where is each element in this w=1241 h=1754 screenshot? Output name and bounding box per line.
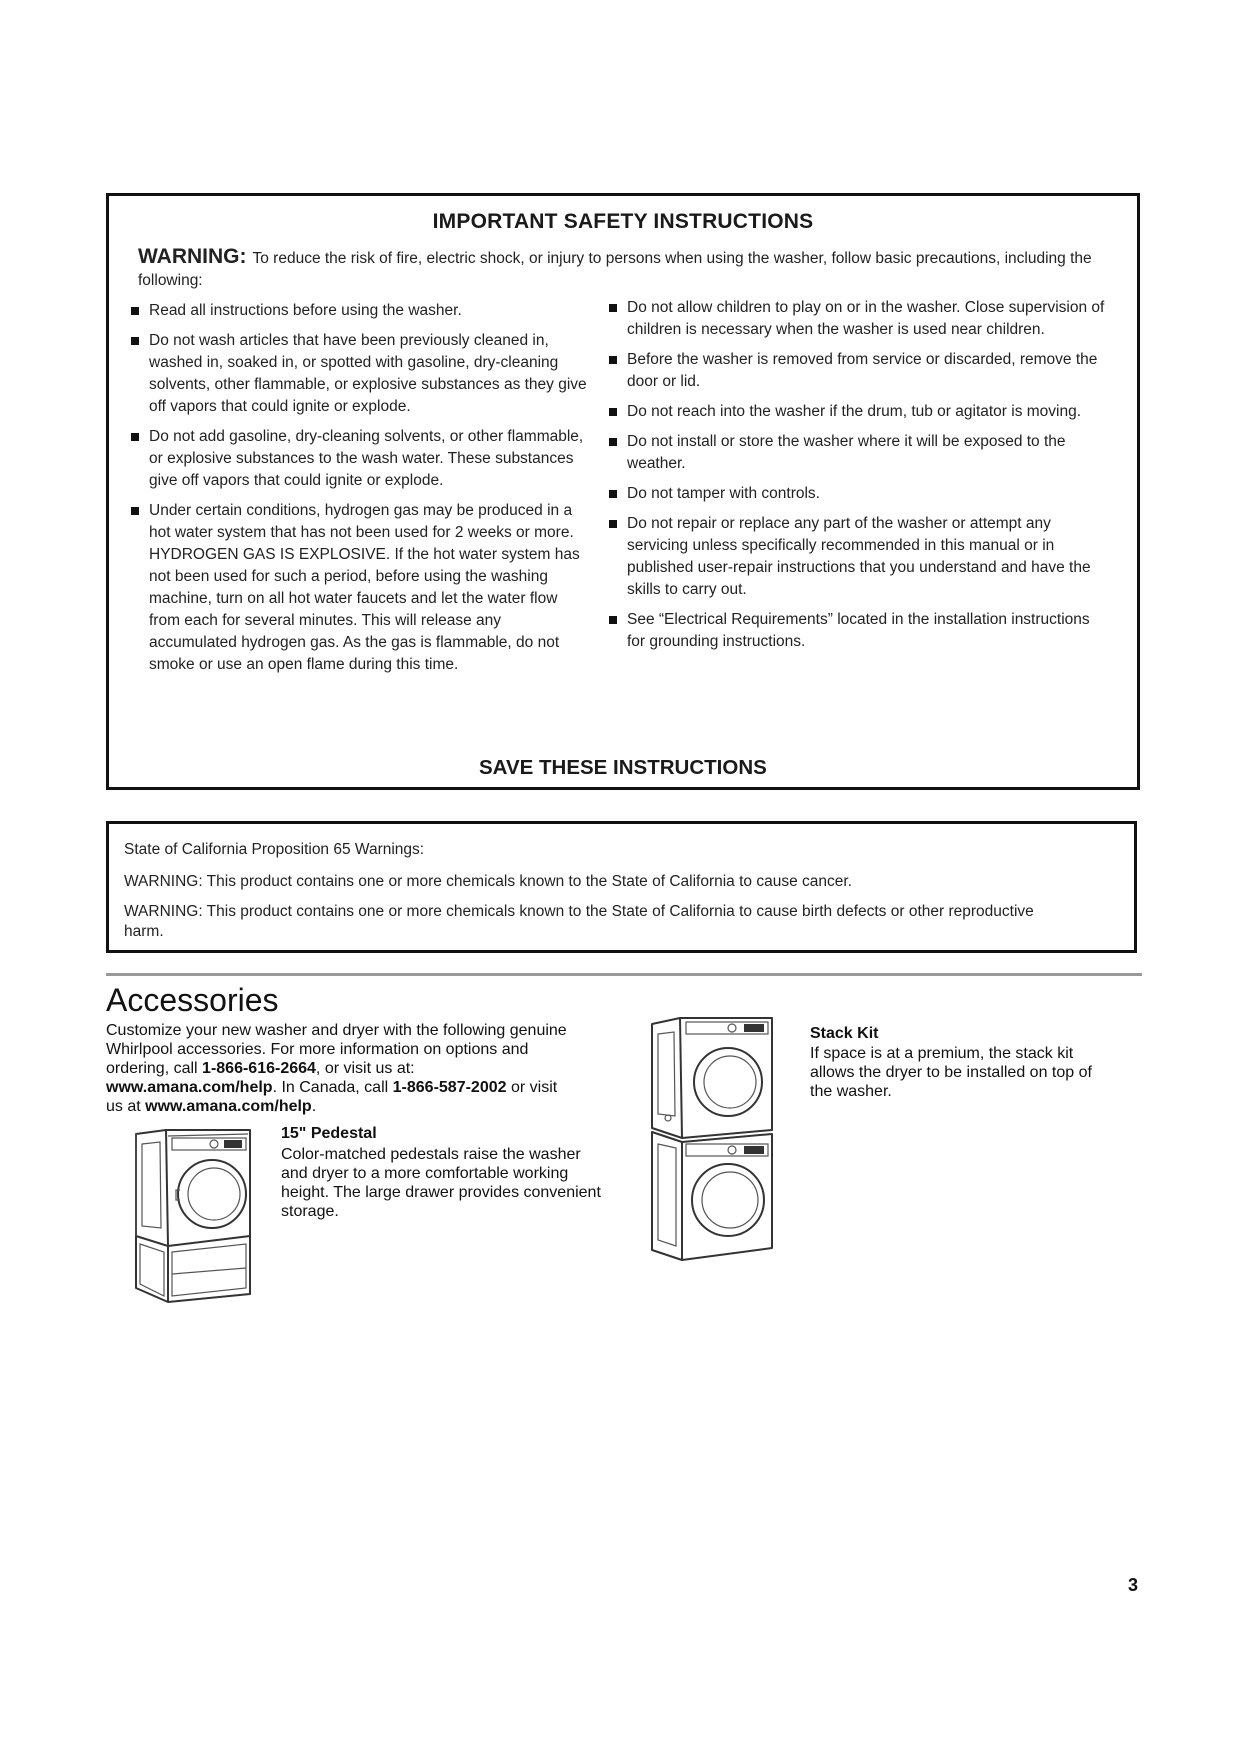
list-item: Do not wash articles that have been previously cleaned in, washed in, soaked in, or spotted with gasoline, dry-cleaning solvents, other flammable, or explosive substances as they give off vapors that could ignite or explode. (129, 330, 589, 418)
bullet-icon (131, 307, 139, 315)
prop65-title: State of California Proposition 65 Warnings: (124, 841, 425, 858)
prop65-warning-birth-defects: WARNING: This product contains one or more chemicals known to the State of California to cause birth defects or other reproductive harm. (124, 903, 1034, 940)
bullet-icon (609, 490, 617, 498)
save-instructions-title: SAVE THESE INSTRUCTIONS (479, 756, 767, 779)
list-item: Do not reach into the washer if the drum, tub or agitator is moving. (607, 401, 1107, 423)
bullet-icon (131, 337, 139, 345)
safety-list-left (129, 300, 589, 684)
safety-instructions-box (106, 193, 1140, 790)
stack-kit-description: If space is at a premium, the stack kit allows the dryer to be installed on top of the washer. (810, 1045, 1092, 1100)
list-item: Before the washer is removed from service or discarded, remove the door or lid. (607, 349, 1107, 393)
bullet-icon (609, 356, 617, 364)
bullet-icon (609, 520, 617, 528)
stack-kit-title: Stack Kit (810, 1025, 879, 1042)
list-item: Do not install or store the washer where it will be exposed to the weather. (607, 431, 1107, 475)
list-item: Do not allow children to play on or in the washer. Close supervision of children is necessary when the washer is used near children. (607, 297, 1107, 341)
phone-us: 1-866-616-2664 (202, 1060, 316, 1077)
list-item: Do not repair or replace any part of the washer or attempt any servicing unless specifically recommended in this manual or in published user-repair instructions that you understand and have the skills to carry out. (607, 513, 1107, 601)
accessories-heading: Accessories (106, 982, 279, 1018)
help-link[interactable]: www.amana.com/help (145, 1098, 312, 1115)
pedestal-title: 15" Pedestal (281, 1125, 377, 1142)
warning-text: To reduce the risk of fire, electric shock, or injury to persons when using the washer, follow basic precautions, including the following: (138, 250, 1092, 289)
bullet-icon (131, 507, 139, 515)
section-divider (106, 973, 1142, 976)
safety-warning (138, 246, 1097, 292)
bullet-icon (609, 438, 617, 446)
list-item: Do not add gasoline, dry-cleaning solvents, or other flammable, or explosive substances to the wash water. These substances give off vapors that could ignite or explode. (129, 426, 589, 492)
prop65-warning-cancer: WARNING: This product contains one or more chemicals known to the State of California to cause cancer. (124, 873, 852, 890)
bullet-icon (131, 433, 139, 441)
bullet-icon (609, 408, 617, 416)
page-number: 3 (1128, 1575, 1139, 1595)
list-item: Do not tamper with controls. (607, 483, 1107, 505)
list-item: Under certain conditions, hydrogen gas may be produced in a hot water system that has not been used for 2 weeks or more. HYDROGEN GAS IS EXPLOSIVE. If the hot water system has not been used for such a period, before using the washing machine, turn on all hot water faucets and let the water flow from each for several minutes. This will release any accumulated hydrogen gas. As the gas is flammable, do not smoke or use an open flame during this time. (129, 500, 589, 676)
pedestal-illustration (128, 1128, 258, 1308)
prop65-box (106, 821, 1137, 953)
safety-title: IMPORTANT SAFETY INSTRUCTIONS (432, 210, 814, 233)
safety-list-right (607, 297, 1107, 661)
stack-kit-illustration (646, 1014, 774, 1268)
list-item: Read all instructions before using the washer. (129, 300, 589, 322)
help-link[interactable]: www.amana.com/help (106, 1079, 273, 1096)
accessories-intro: Customize your new washer and dryer with the following genuine Whirlpool accessories. For more information on options and ordering, call 1-866-616-2664, or visit us at: www.amana.com/help. In Canada, call 1-866-587-2002 or visit us at www.amana.com/help. (106, 1022, 567, 1115)
bullet-icon (609, 616, 617, 624)
list-item: See “Electrical Requirements” located in the installation instructions for grounding instructions. (607, 609, 1107, 653)
warning-label: WARNING: (138, 245, 247, 268)
bullet-icon (609, 304, 617, 312)
pedestal-description: Color-matched pedestals raise the washer and dryer to a more comfortable working height. The large drawer provides convenient storage. (281, 1146, 601, 1220)
phone-canada: 1-866-587-2002 (392, 1079, 507, 1096)
